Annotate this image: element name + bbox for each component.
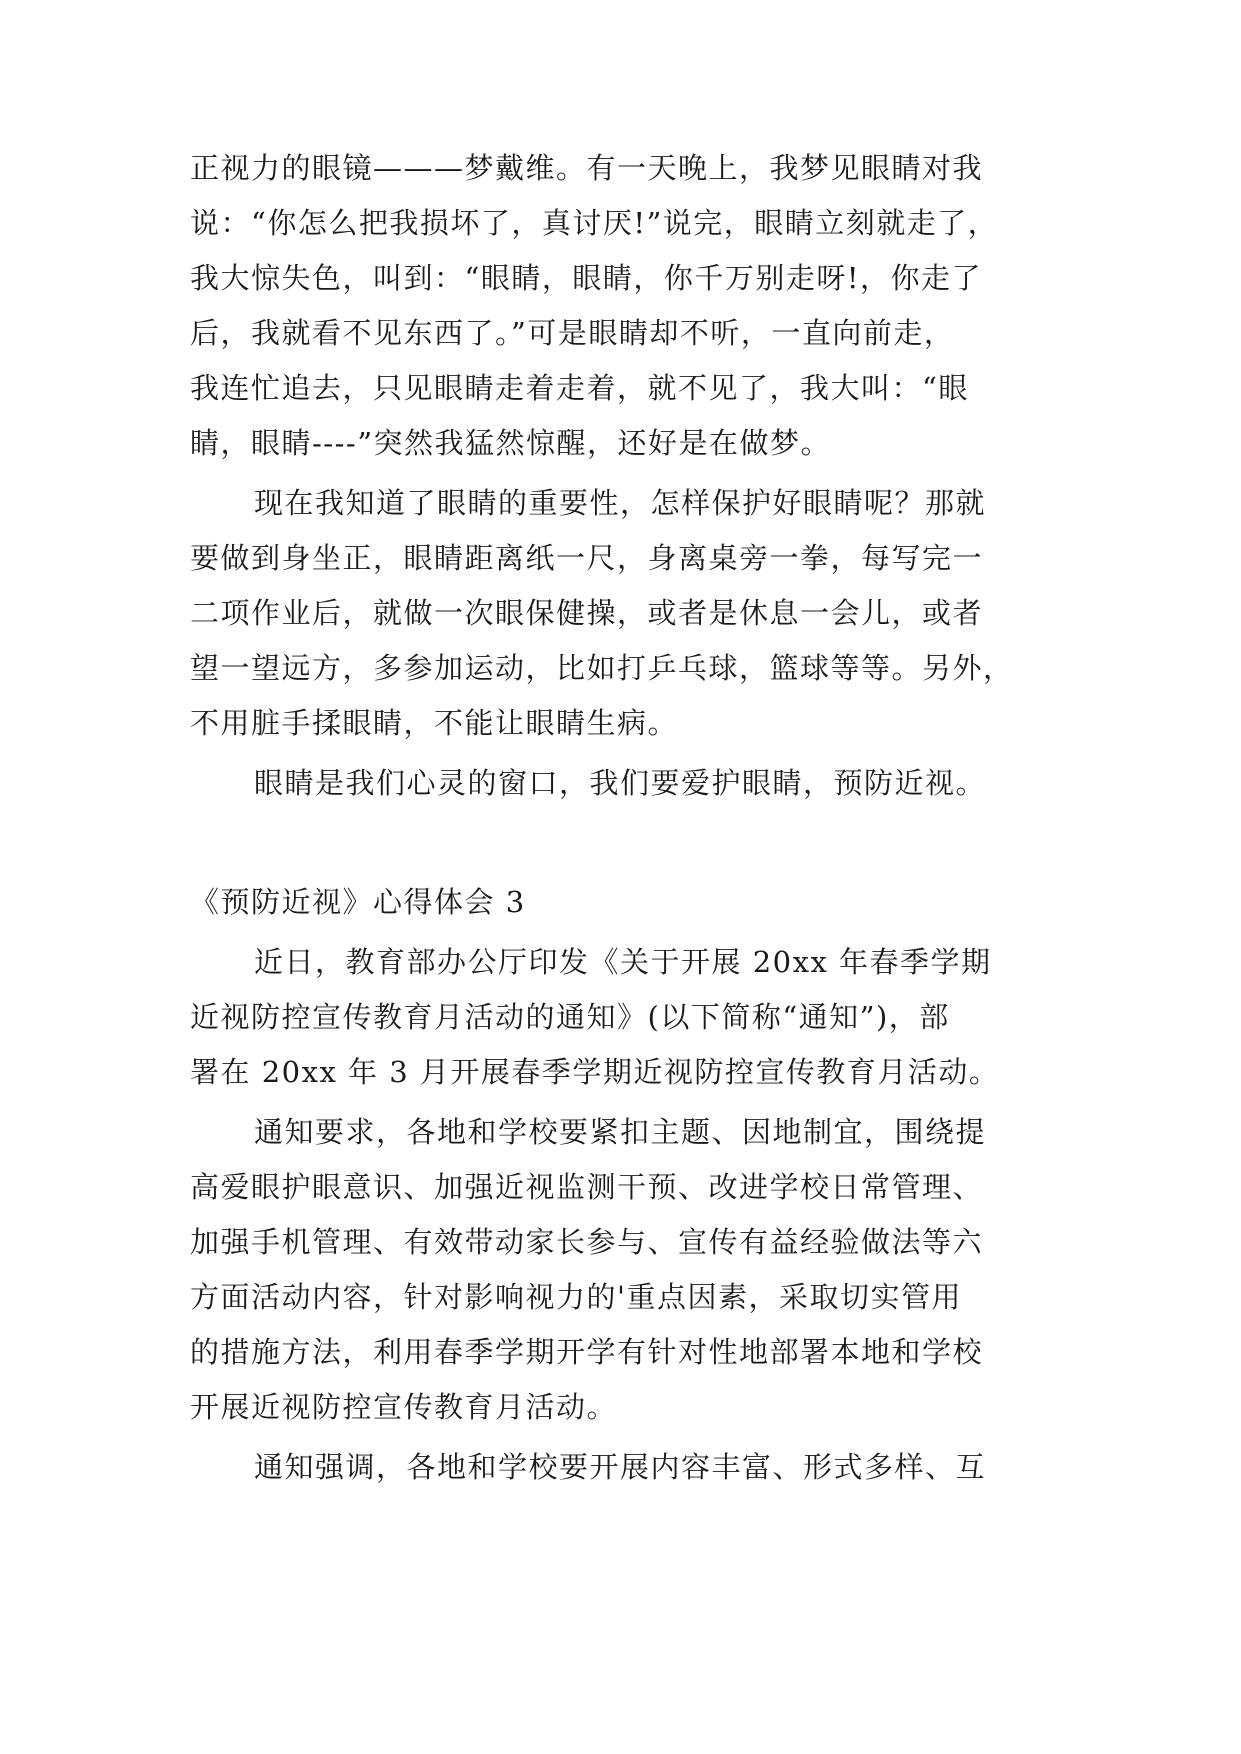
text-line: 方面活动内容，针对影响视力的'重点因素，采取切实管用: [190, 1280, 962, 1314]
text-line: 加强手机管理、有效带动家长参与、宣传有益经验做法等六: [190, 1225, 984, 1259]
text-line: 眼睛是我们心灵的窗口，我们要爱护眼睛，预防近视。: [254, 766, 987, 800]
text-line: 开展近视防控宣传教育月活动。: [190, 1390, 618, 1424]
text-line: 二项作业后，就做一次眼保健操，或者是休息一会儿，或者: [190, 596, 984, 630]
text-line: 署在 20xx 年 3 月开展春季学期近视防控宣传教育月活动。: [190, 1055, 1000, 1089]
text-line: 我大惊失色，叫到：“眼睛，眼睛，你千万别走呀!，你走了: [190, 261, 982, 295]
text-line: 的措施方法，利用春季学期开学有针对性地部署本地和学校: [190, 1335, 984, 1369]
text-line: 望一望远方，多参加运动，比如打乒乓球，篮球等等。另外，: [190, 651, 1014, 685]
text-line: 说：“你怎么把我损坏了，真讨厌!”说完，眼睛立刻就走了，: [190, 206, 999, 240]
text-line: 睛，眼睛----”突然我猛然惊醒，还好是在做梦。: [190, 426, 832, 460]
text-line: 正视力的眼镜———梦戴维。有一天晚上，我梦见眼睛对我: [190, 151, 984, 185]
text-line: 高爱眼护眼意识、加强近视监测干预、改进学校日常管理、: [190, 1170, 984, 1204]
text-line: 通知强调，各地和学校要开展内容丰富、形式多样、互: [254, 1450, 987, 1484]
text-line: 后，我就看不见东西了。”可是眼睛却不听，一直向前走，: [190, 316, 955, 350]
text-line: 我连忙追去，只见眼睛走着走着，就不见了，我大叫：“眼: [190, 371, 969, 405]
text-line: 近视防控宣传教育月活动的通知》(以下简称“通知”)，部: [190, 1000, 950, 1034]
text-line: 通知要求，各地和学校要紧扣主题、因地制宜，围绕提: [254, 1115, 987, 1149]
text-line: 要做到身坐正，眼睛距离纸一尺，身离桌旁一拳，每写完一: [190, 541, 984, 575]
text-line: 不用脏手揉眼睛，不能让眼睛生病。: [190, 706, 679, 740]
section-heading: 《预防近视》心得体会 3: [190, 885, 526, 919]
text-line: 近日，教育部办公厅印发《关于开展 20xx 年春季学期: [254, 945, 992, 979]
text-line: 现在我知道了眼睛的重要性，怎样保护好眼睛呢？那就: [254, 486, 987, 520]
